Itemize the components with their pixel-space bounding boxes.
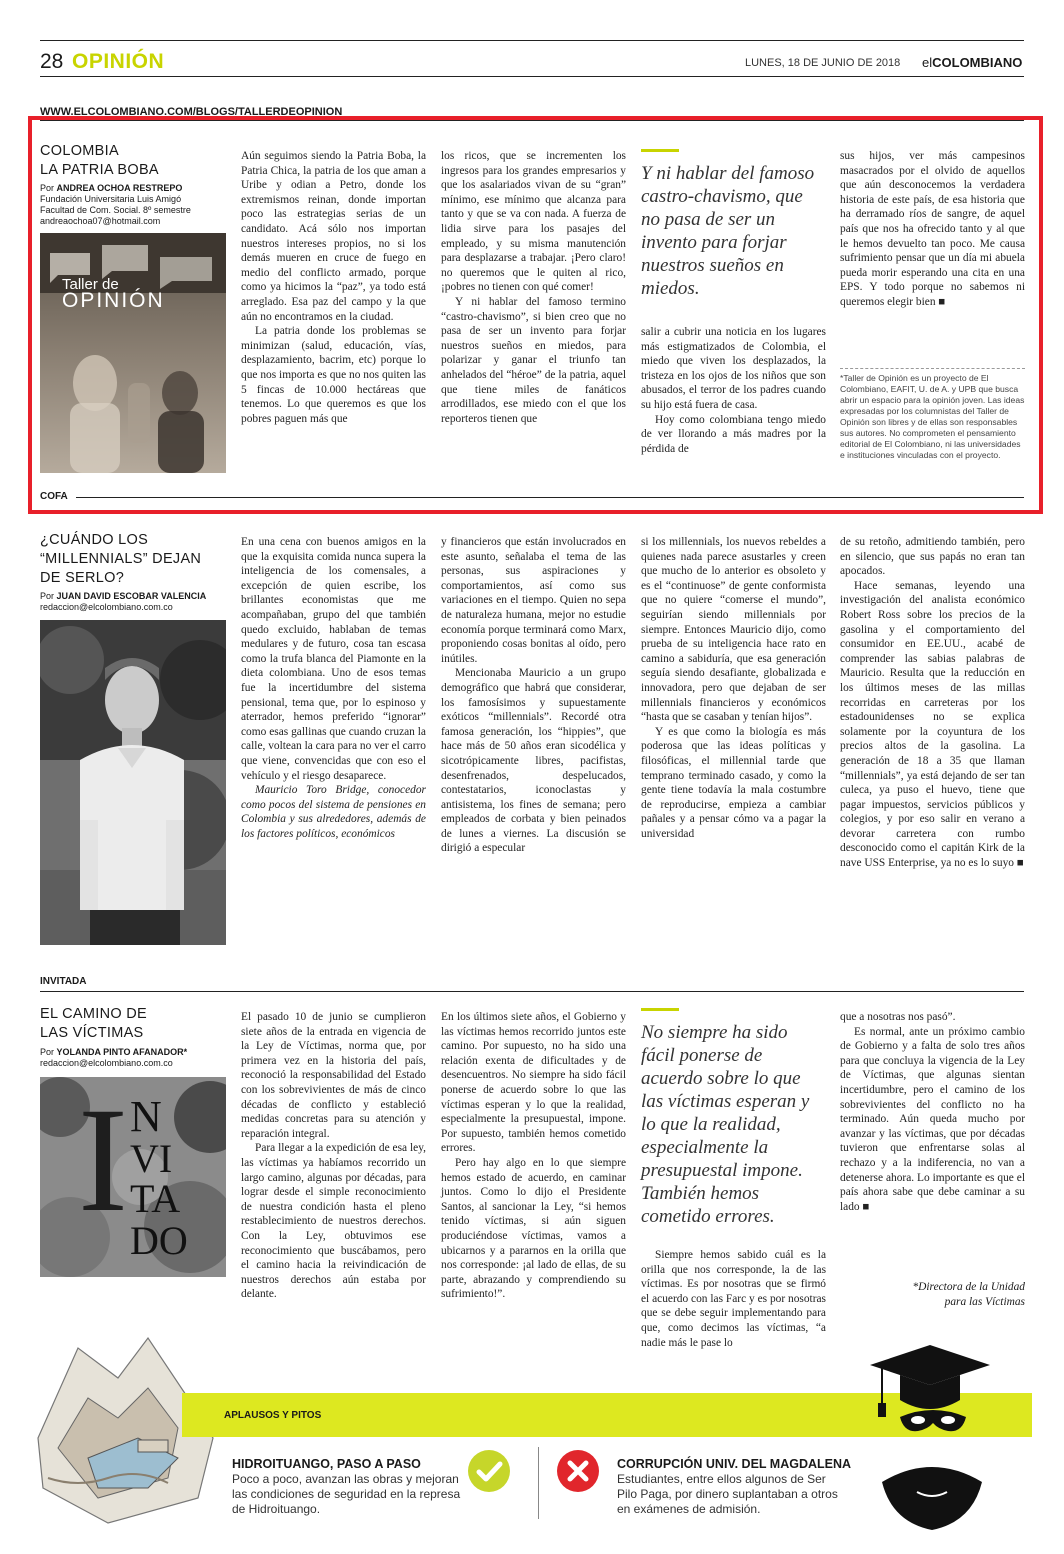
title-line: LAS VÍCTIMAS: [40, 1025, 144, 1041]
aplauso-text: Poco a poco, avanzan las obras y mejoran las condiciones de seguridad en la represa de Hidroituango.: [232, 1472, 461, 1516]
check-icon: [468, 1450, 510, 1492]
cofa-label: COFA: [40, 491, 68, 502]
article3-column-1: [241, 1010, 426, 1302]
author-email-link[interactable]: andreaochoa07@hotmail.com: [40, 216, 161, 226]
header-divider: [40, 76, 1024, 77]
check-glyph: [468, 1450, 510, 1492]
author-email-link[interactable]: redaccion@elcolombiano.com.co: [40, 1058, 173, 1068]
article2-column-2: [441, 535, 626, 856]
paragraph: los ricos, que se incrementen los ingresos para los grandes empresarios y que los asalariados vivan de su “gran” mínimo, ese mínimo que alcanza para tanto y que se va con nada. A fuerza de lidia sirve para los pasajes del empleado, y su misma manutención para desplazarse a trabajar. ¡Pero claro! no queremos que le quiten al rico, ¡pobres no tienen con qué comer!: [441, 150, 626, 294]
issue-date: LUNES, 18 DE JUNIO DE 2018: [745, 57, 901, 69]
pullquote-text: Y ni hablar del famoso castro-chavismo, que no pasa de ser un invento para forjar nuestros sueños en miedos.: [641, 163, 815, 299]
photo-caption-small: Taller de: [62, 276, 119, 293]
article3-column-4: [840, 1010, 1025, 1214]
paragraph: Y ni hablar del famoso termino “castro-chavismo”, si bien creo que no pasa de ser un invento para forjar nuestros sueños en miedos, para polarizar y ganar el triunfo tan anhelados del “héroe” de la patria, aquel que tiene miles de fanáticos arrodillados, ese miedo con el que los reporteros tienen que: [441, 295, 626, 425]
paragraph: que a nosotras nos pasó”.: [840, 1011, 956, 1023]
article2-column-1: [241, 535, 426, 841]
paragraph: de su retoño, admitiendo también, pero en silencio, que sus papás no eran tan apocados.: [840, 536, 1025, 578]
byline-prefix: Por: [40, 183, 57, 193]
title-line: EL CAMINO DE: [40, 1006, 147, 1022]
signature-line: para las Víctimas: [944, 1296, 1025, 1308]
byline-prefix: Por: [40, 591, 57, 601]
article1-column-2: [441, 149, 626, 426]
article3-pullquote: [641, 1008, 821, 1228]
photo-letters: DO: [130, 1218, 188, 1263]
pito-title: CORRUPCIÓN UNIV. DEL MAGDALENA: [617, 1457, 852, 1471]
cofa-rule: [76, 497, 1024, 498]
article2-byline: [40, 591, 206, 613]
signature-line: *Directora de la Unidad: [912, 1281, 1025, 1293]
pito-text: Estudiantes, entre ellos algunos de Ser Pilo Paga, por dinero suplantaban a otros en exámenes de admisión.: [617, 1472, 838, 1516]
paragraph: y financieros que están involucrados en este asunto, señalaba el tema de las personas, sus aspiraciones y comportamientos, así como sus variaciones en el tiempo. Quien no sepa de naturaleza humana, mejor no estudie economía porque terminará como Marx, proponiendo cosas bonitas al oído, pero inútiles.: [441, 536, 626, 665]
paragraph: Siempre hemos sabido cuál es la orilla que nos corresponde, la de las víctimas. Es por nosotras que se firmó el acuerdo con las Farc y es por nosotras que se debe seguir implementando para que, como decimos las víctimas, “a nadie más le pase lo: [641, 1249, 826, 1349]
author-name: JUAN DAVID ESCOBAR VALENCIA: [56, 591, 207, 601]
article2-column-4: [840, 535, 1025, 871]
blog-url-link[interactable]: WWW.ELCOLOMBIANO.COM/BLOGS/TALLERDEOPINION: [40, 106, 343, 118]
invitada-label: INVITADA: [40, 976, 87, 987]
paragraph: Mauricio Toro Bridge, conocedor como pocos del sistema de pensiones en Colombia y sus alrededores, además de los factores políticos, económicos: [241, 784, 426, 840]
title-line: COLOMBIA: [40, 143, 119, 159]
paragraph: Hoy como colombiana tengo miedo de ver llorando a más madres por la pérdida de: [641, 413, 826, 455]
article1-title: [40, 142, 159, 180]
aplausos-divider: [538, 1447, 539, 1519]
article2-column-3: [641, 535, 826, 841]
aplauso-title: HIDROITUANGO, PASO A PASO: [232, 1457, 421, 1471]
photo-caption-large: OPINIÓN: [62, 289, 165, 312]
author-name: YOLANDA PINTO AFANADOR*: [56, 1047, 188, 1057]
affiliation: Facultad de Com. Social. 8º semestre: [40, 205, 191, 215]
article3-byline: [40, 1047, 187, 1069]
mask-graphic: [898, 1405, 968, 1435]
title-line: LA PATRIA BOBA: [40, 162, 159, 178]
article3-column-2: [441, 1010, 626, 1302]
title-line: “MILLENNIALS” DEJAN: [40, 551, 202, 567]
author-portrait: [40, 620, 226, 945]
paragraph: si los millennials, los nuevos rebeldes a quienes nada parece asustarles y creen que mucho de lo anterior es obsoleto y es el “continuose” de gente conformista que no quiere “comerse el mundo”, seguirían siendo millennials por siempre. Entonces Mauricio dijo, como prueba de su inteligencia hace rato en camino a sabiduría, que esa generación seguía siendo desafiante, globalizada e innovadora, pero que dejaban de ser millennials financieros y económicos “hasta que se casaban y tenían hijos”.: [641, 536, 826, 724]
paragraph: El pasado 10 de junio se cumplieron siete años de la entrada en vigencia de la Ley de Víctimas, norma que, por primera vez en la historia del país, reconoció la responsabilidad del Estado con los sobrevivientes de más de cinco décadas de conflicto y estableció medidas concretas para su atención y reparación integral.: [241, 1011, 426, 1140]
pullquote-text: No siempre ha sido fácil ponerse de acuerdo sobre lo que las víctimas esperan y lo que la realidad, especialmente la presupuestal impone. También hemos cometido errores.: [641, 1022, 810, 1227]
paragraph: salir a cubrir una noticia en los lugares más estigmatizados de Colombia, el miedo que viven los desplazados, la tristeza en los ojos de los niños que son abusados, el terror de los padres cuando su hijo está fuera de casa.: [641, 326, 826, 411]
paragraph: sus hijos, ver más campesinos masacrados por el olvido de aquellos que aún desconocemos la verdadera historia de este país, de esa historia que ha derramado ríos de sangre, de aquel país que nos ha ofrecido tanto y al que le hemos devuelto tan poco. Me causa sufrimiento pensar que un día mi abuela pueda morir esperando una cita en una EPS. Y todo porque no sabemos ni queremos elegir bien ■: [840, 150, 1025, 308]
portrait-illustration: [40, 620, 226, 945]
photo-illustration: [40, 233, 226, 473]
taller-opinion-photo: [40, 233, 226, 473]
footnote-divider: [840, 368, 1025, 369]
article3-title: [40, 1005, 147, 1043]
pullquote-accent-bar: [641, 1008, 679, 1011]
affiliation: Fundación Universitaria Luis Amigó: [40, 194, 182, 204]
article3-column-3: [641, 1248, 826, 1350]
article1-column-1: [241, 149, 426, 426]
paragraph: Aún seguimos siendo la Patria Boba, la Patria Chica, la patria de los que aman a Uribe y odian a Petro, donde los extremismos reinan, donde importan poco las estrategias serias de un candidato. Acá sólo nos importan nuestros intereses propios, no si los demás mueren en cruce de fuego en medio del conflicto armado, porque como ya hicimos la “paz”, ya todo está arreglado. Esa paz del campo y la que aún no encontramos en la ciudad.: [241, 150, 426, 323]
title-line: DE SERLO?: [40, 570, 125, 586]
paragraph: En los últimos siete años, el Gobierno y las víctimas hemos recorrido juntos este camino. Por supuesto, no ha sido una relación exenta de dificultades y de desencuentros. No siempre ha sido fácil ponerse de acuerdo sobre lo que las víctimas esperan y lo que la realidad, especialmente la presupuestal, impone. Por supuesto, también hemos cometido errores.: [441, 1011, 626, 1155]
pullquote-accent-bar: [641, 149, 679, 152]
mustache-icon: [872, 1462, 992, 1532]
chin-graphic: [872, 1462, 992, 1532]
article1-column-4: [840, 149, 1025, 310]
paragraph: Y es que como la biología es más poderosa que las ideas políticas y filosóficas, el millennial tarde que temprano terminado casado, y como la gente tiene todavía la mala costumbre de reproducirse, empieza a cambiar pañales y a pensar cómo va a pagar la universidad: [641, 725, 826, 840]
article1-footnote: *Taller de Opinión es un proyecto de El Colombiano, EAFIT, U. de A. y UPB que busca abrir un espacio para la opinión joven. Las ideas expresadas por los columnistas del Taller de Opinión son libres y de ellas son responsables sus autores. No comprometen el pensamiento editorial de El Colombiano, ni las universidades e instituciones vinculadas con el proyecto.: [840, 373, 1025, 460]
article1-pullquote: [641, 149, 821, 300]
paragraph: En una cena con buenos amigos en la que la exquisita comida nunca supera la inteligencia de los comensales, a excepción de quien escribe, los brillantes economistas que me acompañaban, grupo del que también quedo excluido, hablaban de temas medulares y de futuro, cosa tan escasa como la trufa blanca del Piamonte en la dieta colombiana. Uno de esos temas fue la incertidumbre del sistema pensional, tema que, por lo espinoso y aterrador, hemos preferido “ignorar” como esas gallinas que cuando cruzan la calle, voltean la cara para no ver el carro que viene, convencidas que con eso el vehículo y el riesgo desaparece.: [241, 536, 426, 782]
article1-byline: [40, 183, 191, 227]
invitada-rule: [40, 991, 1024, 992]
paragraph: Para llegar a la expedición de esa ley, las víctimas ya habíamos recorrido un largo camino, algunas por décadas, para lograr desde el simple reconocimiento de nuestra condición hasta el pleno restablecimiento de nuestros derechos. Con la Ley, obtuvimos ese reconocimiento que buscábamos, pero el camino hacia la reivindicación de nuestros derechos aún estaba por delante.: [241, 1142, 426, 1301]
byline-prefix: Por: [40, 1047, 57, 1057]
author-signature-note: [840, 1280, 1025, 1310]
paragraph: Hace semanas, leyendo una investigación del analista económico Robert Ross sobre los precios de la gasolina y el comportamiento del consumidor en EE.UU., acabé de comprender las sabias palabras de Mauricio. Resulta que la reducción en los últimos meses de las millas recorridas en carreteras por los estadounidenses no se explica solamente por la coyuntura de los precios altos de la gasolina. La generación de 18 a 35 que llaman “millennials”, ya está dejando de ser tan culeca, ya puso el huevo, tiene que pagar impuestos, servicios públicos y colegios, y por eso salir en verano a devorar carretera con rumbo desconocido como el capitán Kirk de la nave USS Enterprise, ya no es lo suyo ■: [840, 579, 1025, 870]
section-title: OPINIÓN: [72, 50, 165, 73]
logo-prefix: el: [922, 55, 933, 70]
author-name: ANDREA OCHOA RESTREPO: [56, 183, 183, 193]
paragraph: La patria donde los problemas se minimizan (salud, educación, vías, desplazamiento, bacrim, etc) porque lo que nos importa es que no nos quiten las 5 fincas de 10.000 hectáreas que tenemos. Lo que queremos es que los pobres paguen más que: [241, 325, 426, 425]
bandit-mask-icon: [898, 1405, 968, 1435]
article2-title: [40, 531, 201, 588]
paragraph: Mencionaba Mauricio a un grupo demográfico que habrá que considerar, los famosísimos y supuestamente exóticos “millennials”. Recordé otra famosa generación, los “hippies”, que hace más de 50 años eran sicodélica y sicotrópicamente libres, pacifistas, desenfrenados, despelucados, contestatarios, iconoclastas y antisistema, los fines de semana; pero empleados de corbata y bien peinados de lunes a viernes. La discusión se dirigió a especular: [441, 667, 626, 855]
logo-name: COLOMBIANO: [932, 55, 1023, 70]
photo-letters: N: [130, 1092, 162, 1141]
newspaper-logo: [922, 55, 1022, 70]
photo-letters: VI: [130, 1136, 173, 1181]
author-email-link[interactable]: redaccion@elcolombiano.com.co: [40, 602, 173, 612]
title-line: ¿CUÁNDO LOS: [40, 532, 149, 548]
paragraph: Pero hay algo en lo que siempre hemos estado de acuerdo, en caminar juntos. Como lo dijo el Presidente Santos, al sancionar la Ley, “si hemos tenido víctimas, si aún siguen produciéndose víctimas, vamos a ubicarnos y a pararnos en la orilla que nos corresponde: ¡al lado de ellas, de su parte, abrazando y comprendiendo su sufrimiento!”.: [441, 1156, 626, 1301]
header-rule: [40, 40, 1024, 41]
cross-icon: [557, 1450, 599, 1492]
page-number: 28: [40, 50, 64, 73]
cross-glyph: [557, 1450, 599, 1492]
aplausos-label: APLAUSOS Y PITOS: [224, 1410, 322, 1421]
invitado-photo: [40, 1077, 226, 1277]
photo-letters: TA: [130, 1176, 181, 1221]
paragraph: Es normal, ante un próximo cambio de Gobierno y a falta de solo tres años para que concluya la vigencia de la Ley de Víctimas, que algunas sientan incertidumbre, pero el camino de los sobrevivientes del conflicto no ha terminado. Aún queda mucho por avanzar y las víctimas, que por décadas tuvieron que enfrentarse solas al rechazo y a la indiferencia, no van a detenerse ahora. Lo importante es que el país ahora sabe que debe caminar a su lado ■: [840, 1025, 1025, 1213]
article1-column-3: [641, 325, 826, 456]
big-initial-letter: I: [78, 1077, 128, 1243]
